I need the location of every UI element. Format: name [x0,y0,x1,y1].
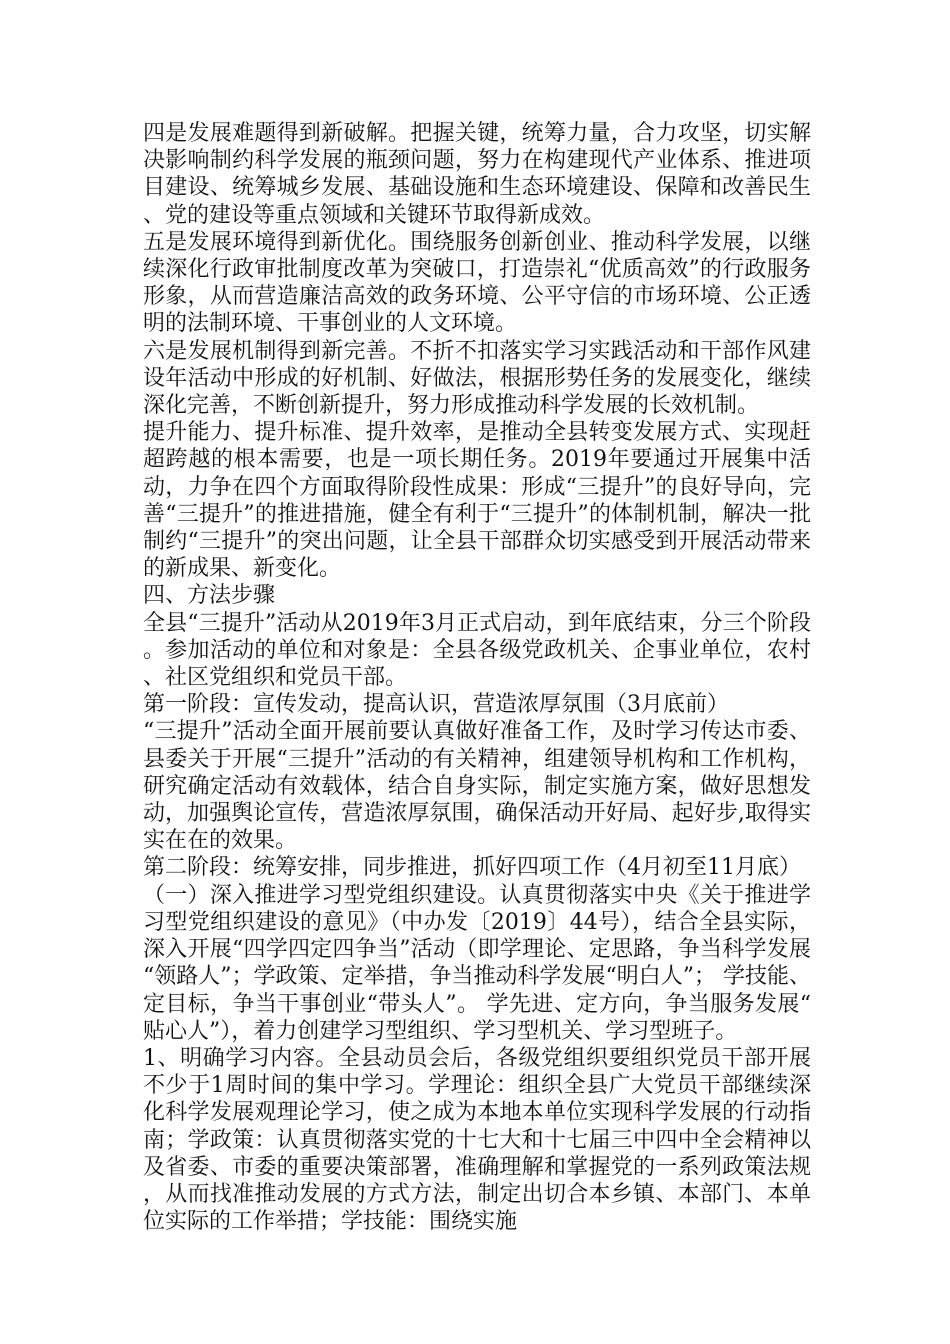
paragraph-learning-org: （一）深入推进学习型党组织建设。认真贯彻落实中央《关于推进学习型党组织建设的意见》（中办发〔2019〕44号），结合全县实际，深入开展“四学四定四争当”活动（即学理论、定思路，争当科学发展“领路人”；学政策、定举措，争当推动科学发展“明白人”； 学技能、定目标，争当干事创业“带头人”。 学先进、定方向，争当服务发展“贴心人”），着力创建学习型组织、学习型机关、学习型班子。 [143,882,811,1044]
paragraph-goal-five: 五是发展环境得到新优化。围绕服务创新创业、推动科学发展，以继续深化行政审批制度改革为突破口，打造崇礼“优质高效”的行政服务形象，从而营造廉洁高效的政务环境、公平守信的市场环境、公正透明的法制环境、干事创业的人文环境。 [143,229,811,337]
paragraph-study-content: 1、明确学习内容。全县动员会后，各级党组织要组织党员干部开展不少于1周时间的集中学习。学理论：组织全县广大党员干部继续深化科学发展观理论学习，使之成为本地本单位实现科学发展的行动指南；学政策：认真贯彻落实党的十七大和十七届三中四中全会精神以及省委、市委的重要决策部署，准确理解和掌握党的一系列政策法规，从而找准推动发展的方式方法，制定出切合本乡镇、本部门、本单位实际的工作举措；学技能：围绕实施 [143,1045,811,1235]
paragraph-summary: 提升能力、提升标准、提升效率，是推动全县转变发展方式、实现赶超跨越的根本需要，也是一项长期任务。2019年要通过开展集中活动，力争在四个方面取得阶段性成果：形成“三提升”的良好导向，完善“三提升”的推进措施，健全有利于“三提升”的体制机制，解决一批制约“三提升”的突出问题，让全县干部群众切实感受到开展活动带来的新成果、新变化。 [143,420,811,582]
paragraph-goal-six: 六是发展机制得到新完善。不折不扣落实学习实践活动和干部作风建设年活动中形成的好机制、好做法，根据形势任务的发展变化，继续深化完善，不断创新提升，努力形成推动科学发展的长效机制。 [143,338,811,419]
document-page [143,120,811,1235]
section-heading-methods: 四、方法步骤 [143,583,276,609]
stage-one-heading: 第一阶段：宣传发动，提高认识，营造浓厚氛围（3月底前） [143,692,729,718]
paragraph-stage-one: “三提升”活动全面开展前要认真做好准备工作，及时学习传达市委、县委关于开展“三提升”活动的有关精神，组建领导机构和工作机构，研究确定活动有效载体，结合自身实际，制定实施方案，做好思想发动，加强舆论宣传，营造浓厚氛围，确保活动开好局、起好步,取得实实在在的效果。 [143,719,811,854]
paragraph-goal-four: 四是发展难题得到新破解。把握关键，统筹力量，合力攻坚，切实解决影响制约科学发展的瓶颈问题，努力在构建现代产业体系、推进项目建设、统筹城乡发展、基础设施和生态环境建设、保障和改善民生、党的建设等重点领域和关键环节取得新成效。 [143,121,811,228]
stage-two-heading: 第二阶段：统筹安排，同步推进，抓好四项工作（4月初至11月底） [143,855,801,881]
paragraph-activity-overview: 全县“三提升”活动从2019年3月正式启动，到年底结束，分三个阶段。参加活动的单位和对象是：全县各级党政机关、企事业单位，农村、社区党组织和党员干部。 [143,610,811,691]
